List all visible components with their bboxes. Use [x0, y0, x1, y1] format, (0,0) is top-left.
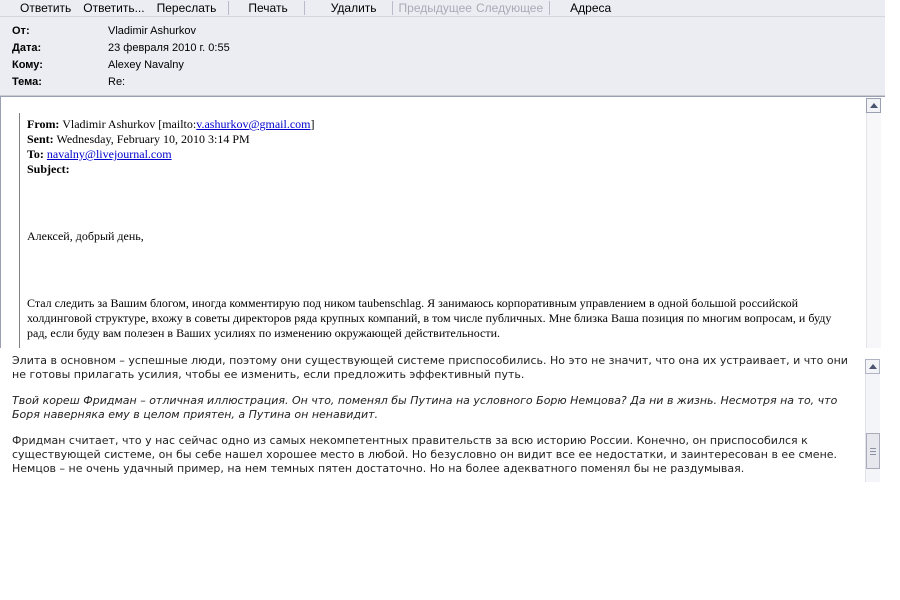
- quoted-subject-line: [27, 162, 847, 177]
- header-date-row: [12, 40, 230, 56]
- forward-button[interactable]: Переслать: [156, 1, 217, 15]
- quoted-to-line: [27, 147, 847, 162]
- print-button[interactable]: Печать: [248, 1, 288, 15]
- to-value: Alexey Navalny: [108, 59, 184, 71]
- toolbar-separator: [228, 1, 229, 15]
- delete-button[interactable]: Удалить: [330, 1, 377, 15]
- quoted-sent-value: Wednesday, February 10, 2010 3:14 PM: [56, 132, 250, 146]
- addresses-button[interactable]: Адреса: [570, 1, 612, 15]
- date-value: 23 февраля 2010 г. 0:55: [108, 42, 230, 54]
- quoted-sent-line: [27, 132, 847, 147]
- reply-scroll-up-arrow-icon[interactable]: [865, 359, 880, 374]
- next-button[interactable]: Следующее: [475, 1, 544, 15]
- toolbar-separator: [304, 1, 305, 15]
- quoted-from-label: From:: [27, 117, 60, 131]
- from-value: Vladimir Ashurkov: [108, 25, 197, 37]
- quoted-paragraph: Стал следить за Вашим блогом, иногда комментирую под ником taubenschlag. Я занимаюсь корпоративным управлением в одной большой российской холдинговой структуре, вхожу в советы директоров ряда крупных компаний, в том числе публичных. Мне близка Ваша позиция по многим вопросам, и буду рад, если буду вам полезен в Ваших усилиях по изменению окружающей действительности.: [27, 296, 832, 340]
- quoted-message: [27, 117, 847, 341]
- reply-scrollbar-thumb[interactable]: [866, 433, 880, 469]
- quoted-sent-label: Sent:: [27, 132, 54, 146]
- date-label: Дата:: [12, 42, 42, 54]
- quoted-to-label: To:: [27, 147, 44, 161]
- subject-label: Тема:: [12, 76, 42, 88]
- quoted-from-line: [27, 117, 847, 132]
- grip-line: [870, 454, 876, 455]
- message-header: [0, 17, 885, 96]
- header-subject-row: [12, 74, 125, 90]
- toolbar-separator: [549, 1, 550, 15]
- grip-line: [870, 448, 876, 449]
- reply-paragraph-1: Элита в основном – успешные люди, поэтому они существующей системе приспособились. Но это не значит, что она их устраивает, и что они не готовы прилагать усилия, чтобы ее изменить, если предложить эффективный путь.: [12, 354, 848, 381]
- message-body: [0, 96, 885, 348]
- reply-all-button[interactable]: Ответить...: [83, 1, 145, 15]
- toolbar: [0, 0, 885, 17]
- subject-value: Re:: [108, 76, 126, 88]
- reply-button[interactable]: Ответить: [20, 1, 72, 15]
- message-scrollbar[interactable]: [866, 113, 881, 348]
- scroll-up-arrow-icon[interactable]: [866, 98, 881, 113]
- quoted-from-name: Vladimir Ashurkov [mailto:: [62, 117, 197, 131]
- toolbar-separator: [392, 1, 393, 15]
- to-label: Кому:: [12, 59, 43, 71]
- header-to-row: [12, 57, 184, 73]
- reply-paragraph-2: Твой кореш Фридман – отличная иллюстрация. Он что, поменял бы Путина на условного Борю Немцова? Да ни в жизнь. Несмотря на то, что Боря наверняка ему в целом приятен, а Путина он ненавидит.: [12, 394, 838, 421]
- quoted-from-email-link[interactable]: v.ashurkov@gmail.com: [196, 117, 311, 131]
- quoted-from-close: ]: [310, 117, 315, 131]
- quoted-subject-label: Subject:: [27, 162, 70, 176]
- reply-text: [12, 354, 862, 483]
- previous-button[interactable]: Предыдущее: [398, 1, 472, 15]
- from-label: От:: [12, 25, 30, 37]
- grip-line: [870, 451, 876, 452]
- quoted-greeting: Алексей, добрый день,: [27, 229, 144, 243]
- reply-text-pane: [0, 348, 880, 483]
- quoted-to-email-link[interactable]: navalny@livejournal.com: [46, 147, 172, 161]
- quote-divider: [19, 113, 20, 348]
- reply-paragraph-3: Фридман считает, что у нас сейчас одно из самых некомпетентных правительств за всю историю России. Конечно, он приспособился к существующей системе, он бы себе нашел хорошее место в любой. Но безусловно он видит все ее недостатки, и заинтересован в ее смене. Немцов – не очень удачный пример, на нем темных пятен достаточно. Но на более адекватного поменял бы не раздумывая.: [12, 434, 838, 475]
- header-from-row: [12, 23, 196, 39]
